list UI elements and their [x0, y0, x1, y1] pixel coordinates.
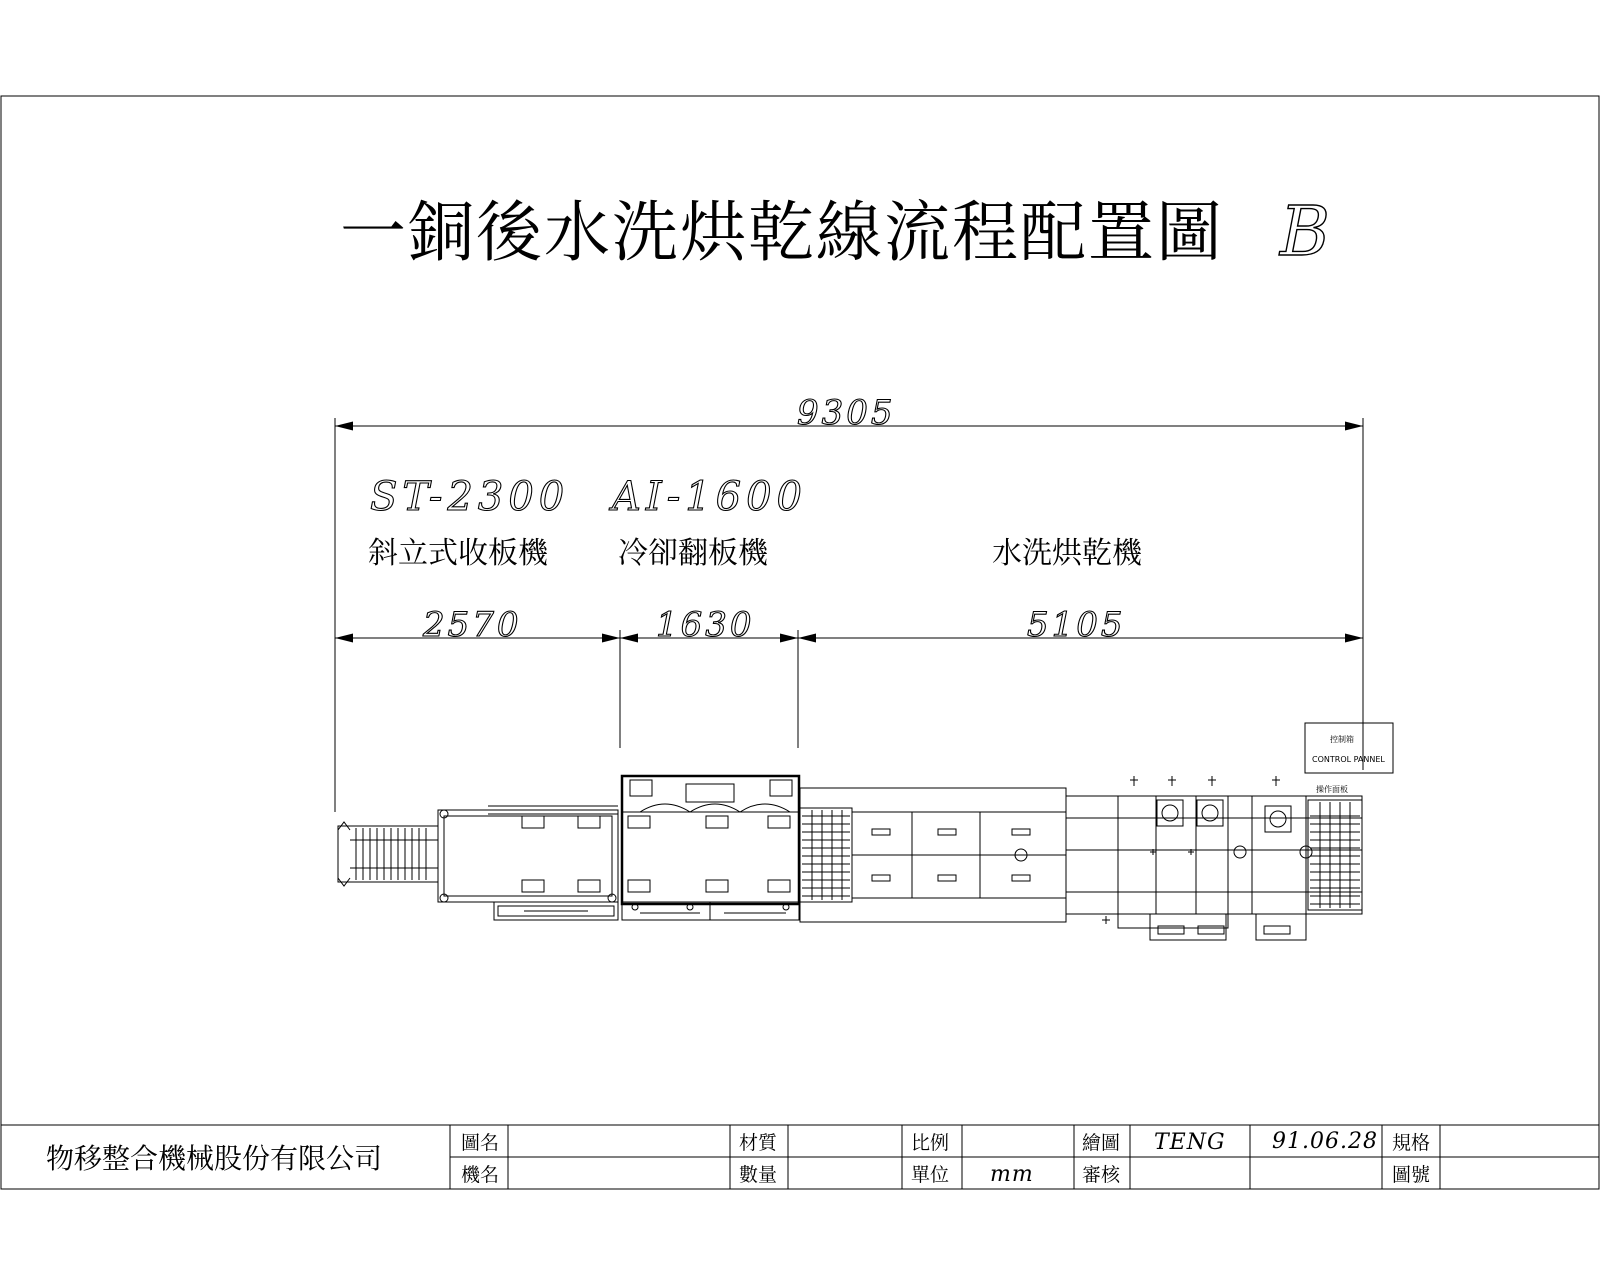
control-panel-box [1305, 723, 1393, 773]
machine-name-label: 機名 [461, 1164, 500, 1186]
washer-dryer-drawing [800, 776, 1362, 940]
drawing-title: 一銅後水洗烘乾線流程配置圖 [340, 194, 1224, 271]
dim-section-3: 5105 [1027, 605, 1126, 645]
unit-value: mm [990, 1162, 1034, 1187]
machine-model-2: AI-1600 [612, 474, 807, 520]
revision-letter: B [1280, 193, 1330, 272]
drawing-name-label: 圖名 [461, 1132, 500, 1154]
quantity-label: 數量 [739, 1164, 778, 1186]
material-label: 材質 [739, 1132, 778, 1154]
cooling-turn-machine-drawing [622, 776, 799, 920]
operation-panel-label: 操作面板 [1316, 785, 1348, 794]
overall-dimension [335, 393, 1363, 812]
dim-section-2: 1630 [656, 605, 755, 645]
section-dimensions [335, 605, 1363, 748]
dim-total: 9305 [797, 393, 896, 433]
spec-label: 規格 [1392, 1132, 1431, 1154]
title-block [1, 1125, 1599, 1189]
machine-name-1: 斜立式收板機 [368, 536, 548, 571]
dim-section-1: 2570 [423, 605, 522, 645]
machine-name-3: 水洗烘乾機 [992, 536, 1142, 571]
drawing-no-label: 圖號 [1392, 1164, 1431, 1186]
unit-label: 單位 [911, 1164, 950, 1186]
company-name: 物移整合機械股份有限公司 [46, 1142, 383, 1175]
drawn-by-label: 繪圖 [1082, 1132, 1121, 1154]
scale-label: 比例 [911, 1132, 950, 1154]
drawn-by-value: TENG [1154, 1130, 1226, 1155]
control-panel-label-en: CONTROL PANNEL [1312, 755, 1385, 764]
checked-label: 審核 [1082, 1164, 1121, 1186]
machine-model-1: ST-2300 [370, 474, 570, 520]
stacker-machine-drawing [338, 806, 618, 920]
drawing-date: 91.06.28 [1272, 1129, 1378, 1154]
machine-name-2: 冷卻翻板機 [618, 536, 768, 571]
control-panel-label-cn: 控制箱 [1330, 735, 1354, 744]
